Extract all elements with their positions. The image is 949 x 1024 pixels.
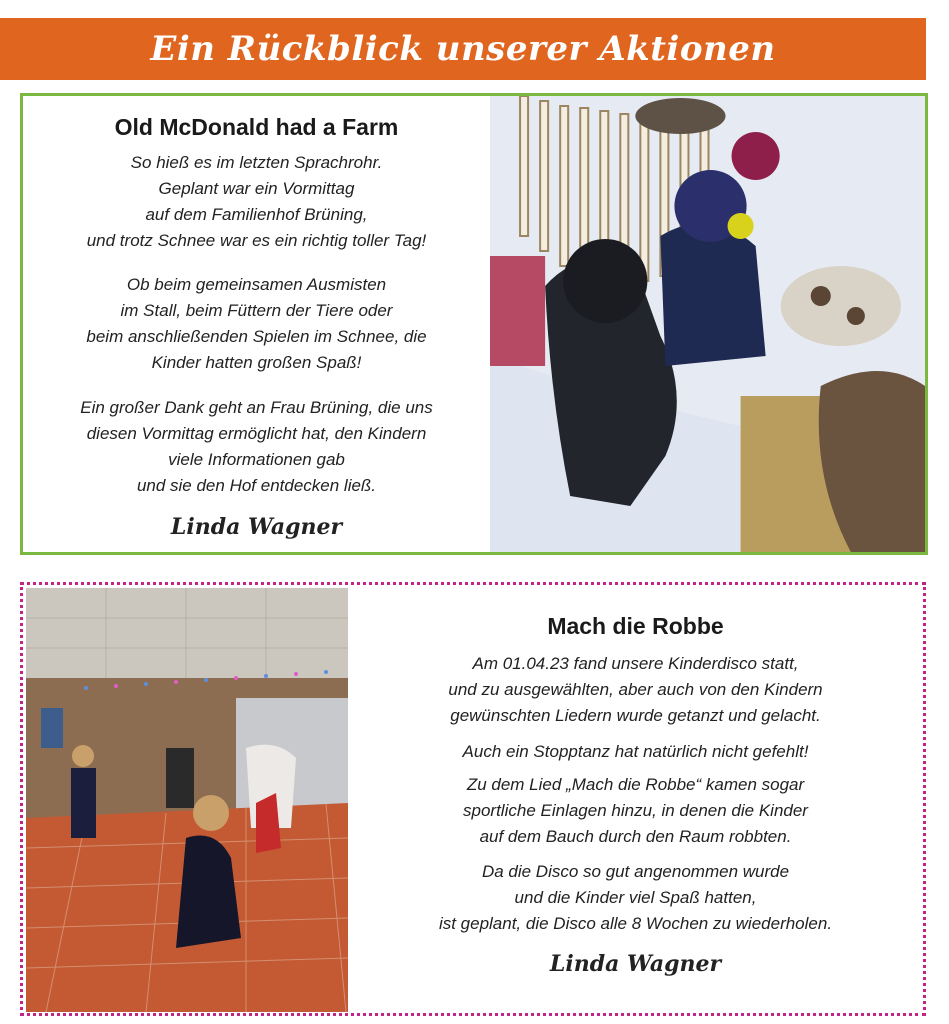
text-line: viele Informationen gab — [168, 450, 345, 469]
text-line: und zu ausgewählten, aber auch von den Kindern — [448, 680, 823, 699]
text-line: beim anschließenden Spielen im Schnee, die — [86, 327, 427, 346]
disco-article — [20, 582, 926, 1016]
farm-goats-photo — [490, 96, 925, 552]
header-banner — [0, 18, 926, 80]
text-line: Auch ein Stopptanz hat natürlich nicht gefehlt! — [462, 742, 809, 761]
text-line: sportliche Einlagen hinzu, in denen die Kinder — [463, 801, 808, 820]
text-line: Am 01.04.23 fand unsere Kinderdisco statt, — [472, 654, 799, 673]
text-line: Ob beim gemeinsamen Ausmisten — [126, 275, 387, 294]
disco-paragraph-3 — [348, 772, 923, 850]
text-line: ist geplant, die Disco alle 8 Wochen zu wiederholen. — [438, 914, 833, 933]
text-line: So hieß es im letzten Sprachrohr. — [130, 153, 383, 172]
text-line: Zu dem Lied „Mach die Robbe“ kamen sogar — [466, 775, 805, 794]
farm-article — [20, 93, 928, 555]
text-line: auf dem Bauch durch den Raum robbten. — [479, 827, 792, 846]
text-line: Ein großer Dank geht an Frau Brüning, die uns — [80, 398, 433, 417]
banner-title: Ein Rückblick unserer Aktionen — [150, 29, 776, 69]
disco-photo-illustration — [26, 588, 348, 1012]
text-line: und sie den Hof entdecken ließ. — [136, 476, 377, 495]
text-line: Kinder hatten großen Spaß! — [151, 353, 362, 372]
farm-article-text — [23, 96, 490, 552]
disco-signature: Linda Wagner — [549, 951, 722, 977]
text-line: und die Kinder viel Spaß hatten, — [514, 888, 757, 907]
disco-photo — [26, 588, 348, 1012]
farm-paragraph-1 — [23, 150, 490, 254]
disco-paragraph-4 — [348, 859, 923, 937]
disco-paragraph-2 — [348, 739, 923, 765]
farm-photo-illustration — [490, 96, 925, 552]
text-line: Da die Disco so gut angenommen wurde — [481, 862, 790, 881]
text-line: auf dem Familienhof Brüning, — [145, 205, 368, 224]
disco-paragraph-1 — [348, 651, 923, 729]
text-line: gewünschten Liedern wurde getanzt und gelacht. — [450, 706, 821, 725]
disco-article-text — [348, 585, 923, 1013]
farm-paragraph-2 — [23, 272, 490, 376]
text-line: diesen Vormittag ermöglicht hat, den Kindern — [86, 424, 427, 443]
text-line: im Stall, beim Füttern der Tiere oder — [120, 301, 393, 320]
text-line: Geplant war ein Vormittag — [158, 179, 355, 198]
farm-paragraph-3 — [23, 395, 490, 499]
disco-article-heading: Mach die Robbe — [547, 613, 724, 639]
farm-article-heading: Old McDonald had a Farm — [114, 114, 399, 140]
farm-signature: Linda Wagner — [170, 514, 343, 540]
text-line: und trotz Schnee war es ein richtig toller Tag! — [86, 231, 427, 250]
